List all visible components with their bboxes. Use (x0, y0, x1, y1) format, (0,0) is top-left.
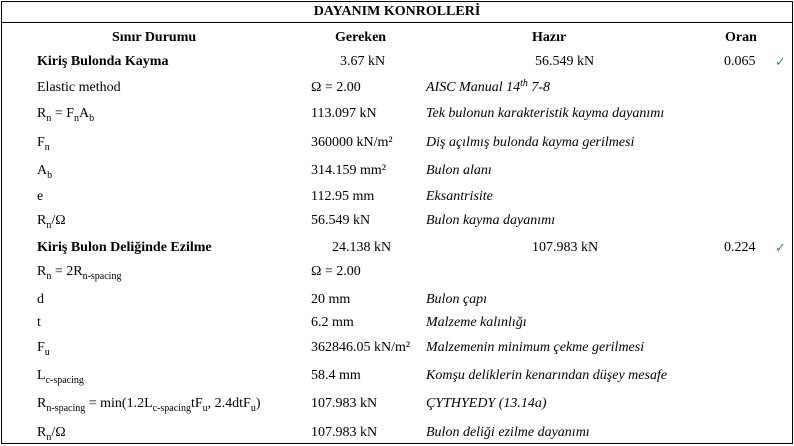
description: Komşu deliklerin kenarından düşey mesafe (426, 368, 668, 383)
description: ÇYTHYEDY (13.14a) (426, 396, 547, 411)
description: Eksantrisite (426, 189, 493, 204)
value: 20 mm (311, 292, 351, 307)
description: Malzeme kalınlığı (426, 315, 527, 330)
header-ratio: Oran (725, 30, 757, 45)
header-required: Gereken (335, 30, 387, 45)
description: Bulon alanı (426, 163, 492, 178)
symbol: e (37, 189, 44, 204)
value: 360000 kN/m² (311, 135, 393, 150)
value: Ω = 2.00 (311, 80, 361, 95)
description: Bulon deliği ezilme dayanımı (426, 425, 590, 440)
description: Diş açılmış bulonda kayma gerilmesi (426, 135, 635, 150)
value: 107.983 kN (311, 425, 378, 440)
description: Bulon çapı (426, 292, 488, 307)
check-icon: ✓ (775, 240, 786, 255)
value: 58.4 mm (311, 368, 361, 383)
value: 112.95 mm (311, 189, 375, 204)
symbol: $R_n/\Omega$ (37, 425, 66, 443)
description: Malzemenin minimum çekme gerilmesi (426, 340, 645, 355)
symbol: $F_n$ (37, 135, 50, 153)
symbol: Elastic method (37, 80, 121, 95)
value: 56.549 kN (311, 213, 371, 228)
symbol: $F_u$ (37, 340, 50, 358)
value: 6.2 mm (311, 315, 354, 330)
ratio-value: 0.065 (724, 54, 756, 69)
symbol: t (37, 315, 41, 330)
symbol: $R_n/\Omega$ (37, 213, 66, 231)
value: Ω = 2.00 (311, 264, 361, 279)
symbol: $R_n = F_nA_b$ (37, 106, 95, 124)
ratio-value: 0.224 (724, 240, 756, 255)
description: AISC Manual 14th 7-8 (426, 78, 551, 95)
symbol: $R_n = 2R_{n-spacing}$ (37, 264, 122, 282)
available-value: 107.983 kN (532, 240, 599, 255)
symbol: $A_b$ (37, 163, 53, 181)
sheet-title: DAYANIM KONROLLERİ (2, 2, 792, 23)
section-label: Kiriş Bulon Deliğinde Ezilme (37, 240, 212, 255)
symbol: d (37, 292, 44, 307)
check-icon: ✓ (775, 54, 786, 69)
description: Bulon kayma dayanımı (426, 213, 556, 228)
header-limit-state: Sınır Durumu (112, 30, 197, 45)
description: Tek bulonun karakteristik kayma dayanımı (426, 106, 665, 121)
available-value: 56.549 kN (535, 54, 595, 69)
required-value: 24.138 kN (332, 240, 392, 255)
strength-checks-sheet (1, 1, 793, 444)
value: 113.097 kN (311, 106, 377, 121)
symbol: $L_{c-spacing}$ (37, 368, 84, 386)
value: 107.983 kN (311, 396, 378, 411)
symbol: $R_{n-spacing} = \min(1.2L_{c-spacing}tF_u$, 2.4dtF$_u$) (37, 396, 261, 414)
required-value: 3.67 kN (340, 54, 386, 69)
section-label: Kiriş Bulonda Kayma (37, 54, 169, 69)
value: 314.159 mm² (311, 163, 386, 178)
value: 362846.05 kN/m² (311, 340, 411, 355)
header-available: Hazır (532, 30, 567, 45)
